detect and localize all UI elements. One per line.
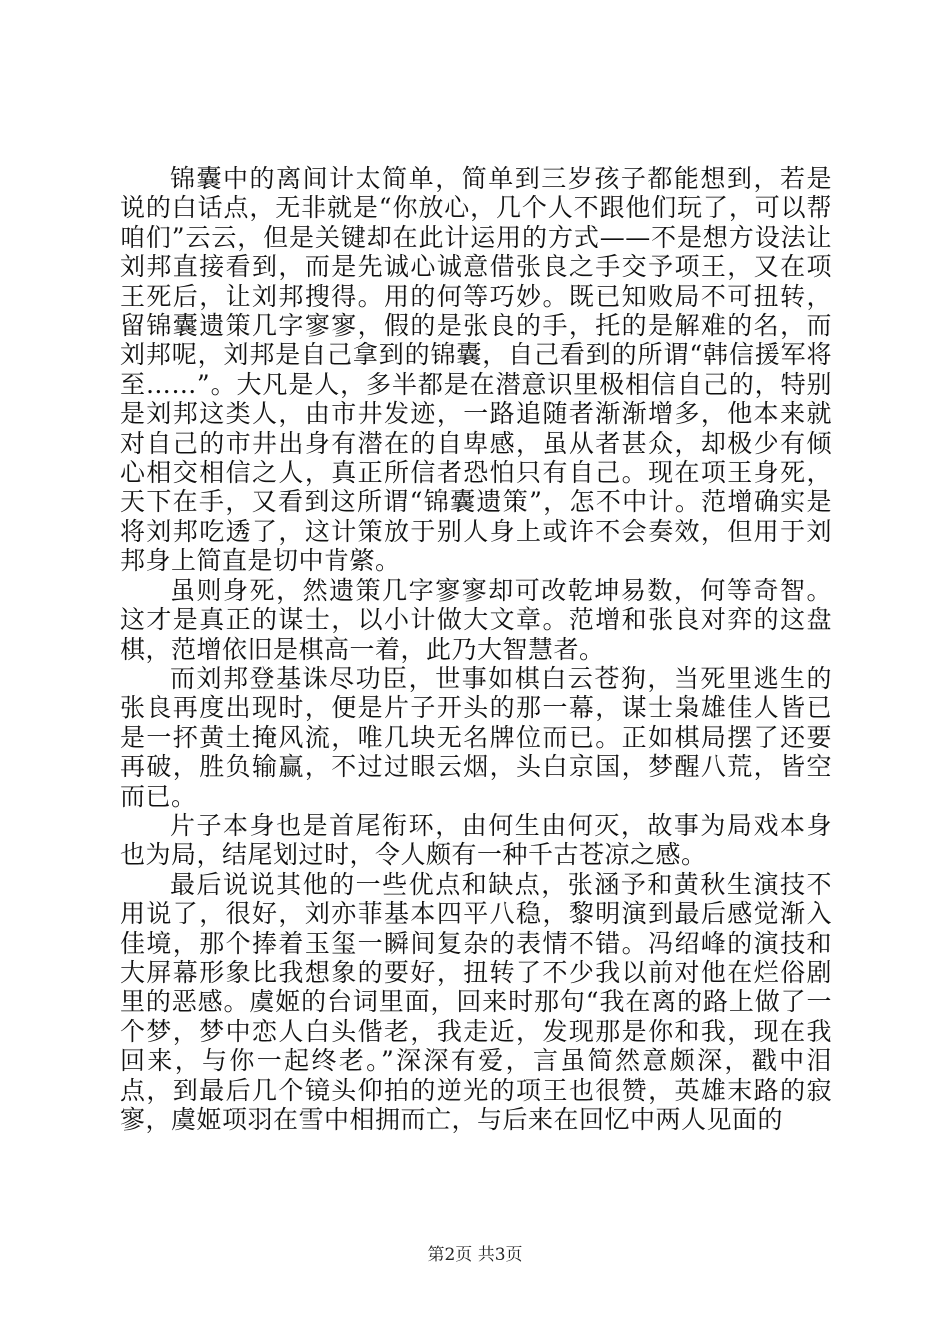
paragraph-5: 最后说说其他的一些优点和缺点，张涵予和黄秋生演技不用说了，很好，刘亦菲基本四平八稳，黎明演到最后感觉渐入佳境，那个捧着玉玺一瞬间复杂的表情不错。冯绍峰的演技和大屏幕形象比我想象的要好，扭转了不少我以前对他在烂俗剧里的恶感。虞姬的台词里面，回来时那句“我在离的路上做了一个梦，梦中恋人白头偕老，我走近，发现那是你和我，现在我回来，与你一起终老。”深深有爱，言虽简然意颇深，戳中泪点，到最后几个镜头仰拍的逆光的项王也很赞，英雄末路的寂寥，虞姬项羽在雪中相拥而亡，与后来在回忆中两人见面的 [120,869,832,1134]
page-number-footer: 第2页 共3页 [427,1245,523,1265]
paragraph-1: 锦囊中的离间计太简单，简单到三岁孩子都能想到，若是说的白话点，无非就是“你放心，几个人不跟他们玩了，可以帮咱们”云云，但是关键却在此计运用的方式——不是想方设法让刘邦直接看到，而是先诚心诚意借张良之手交予项王，又在项王死后，让刘邦搜得。用的何等巧妙。既已知败局不可扭转，留锦囊遗策几字寥寥，假的是张良的手，托的是解难的名，而刘邦呢，刘邦是自己拿到的锦囊，自己看到的所谓“韩信援军将至……”。大凡是人，多半都是在潜意识里极相信自己的，特别是刘邦这类人，由市井发迹，一路追随者渐渐增多，他本来就对自己的市井出身有潜在的自卑感，虽从者甚众，却极少有倾心相交相信之人，真正所信者恐怕只有自己。现在项王身死，天下在手，又看到这所谓“锦囊遗策”，怎不中计。范增确实是将刘邦吃透了，这计策放于别人身上或许不会奏效，但用于刘邦身上简直是切中肯綮。 [120,164,832,576]
body-text [120,164,832,1134]
paragraph-2: 虽则身死，然遗策几字寥寥却可改乾坤易数，何等奇智。这才是真正的谋士，以小计做大文章。范增和张良对弈的这盘棋，范增依旧是棋高一着，此乃大智慧者。 [120,575,832,664]
paragraph-4: 片子本身也是首尾衔环，由何生由何灭，故事为局戏本身也为局，结尾划过时，令人颇有一种千古苍凉之感。 [120,810,832,870]
paragraph-3: 而刘邦登基诛尽功臣，世事如棋白云苍狗，当死里逃生的张良再度出现时，便是片子开头的那一幕，谋士枭雄佳人皆已是一抔黄土掩风流，唯几块无名牌位而已。正如棋局摆了还要再破，胜负输赢，不过过眼云烟，头白京国，梦醒八荒，皆空而已。 [120,663,832,811]
